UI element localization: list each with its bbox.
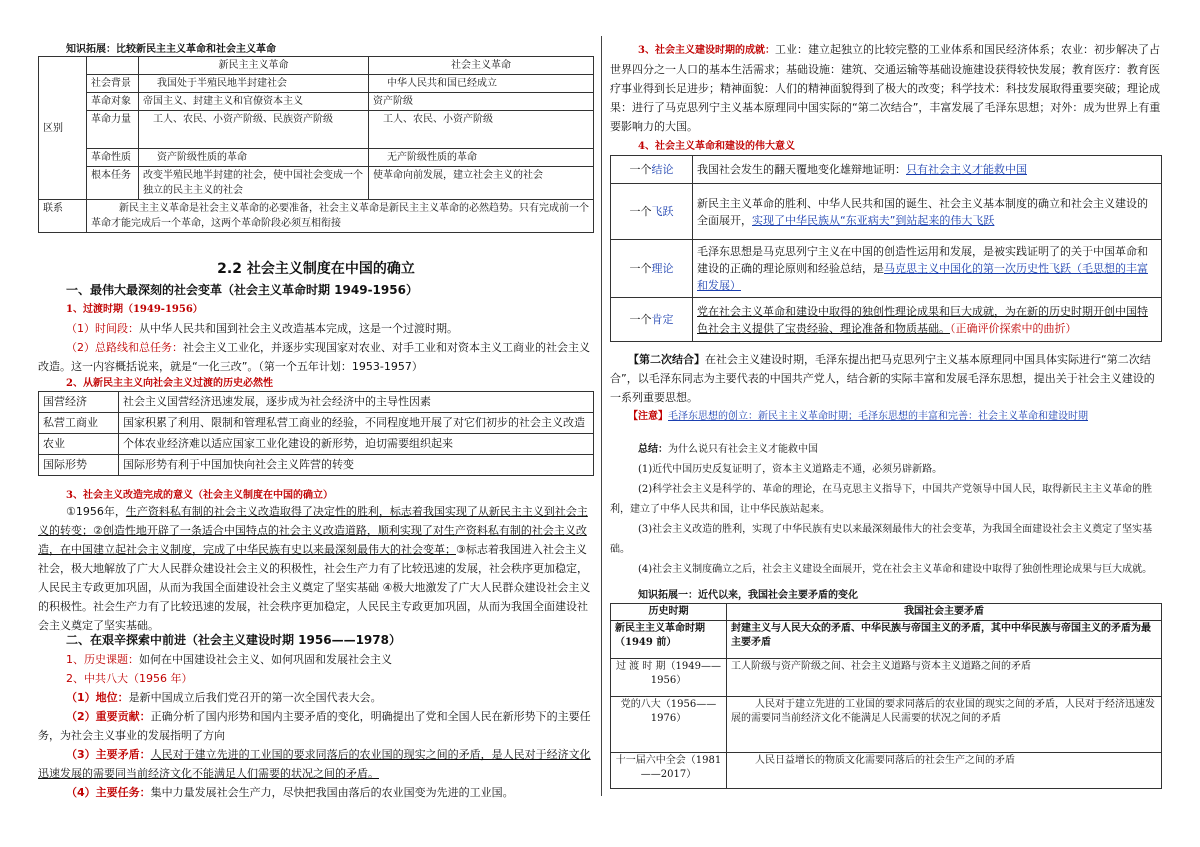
significance-paragraph xyxy=(38,502,594,635)
cell: 资产阶级性质的革命 xyxy=(139,149,369,167)
text: 毛泽东思想是马克思列宁主义在中国的创造性运用和发展，是被实践证明了的关于中国革命和建设的正确的理论原则和经验总结，是 xyxy=(697,245,1148,275)
cell: 人民日益增长的物质文化需要同落后的社会生产之间的矛盾 xyxy=(727,753,1162,789)
list-item: (2)科学社会主义是科学的、革命的理论，在马克思主义指导下，中国共产党领导中国人民，取得新民主主义革命的胜利，建立了中华人民共和国，让中华民族站起来。 xyxy=(610,484,1153,515)
text: 我国社会发生的翻天覆地变化雄辩地证明： xyxy=(697,163,906,176)
table-row xyxy=(39,149,594,167)
cell: 使革命向前发展，建立社会主义的社会 xyxy=(369,167,594,200)
label: 总结： xyxy=(638,444,668,455)
text: 如何在中国建设社会主义、如何巩固和发展社会主义 xyxy=(139,653,392,666)
second-combination-paragraph xyxy=(610,350,1162,426)
row-key: 过 渡 时 期（1949——1956） xyxy=(611,659,727,697)
row-key: 根本任务 xyxy=(87,167,139,200)
subheading-3: 3、社会主义改造完成的意义（社会主义制度在中国的确立） xyxy=(66,490,333,501)
row-key-accent: 肯定 xyxy=(651,313,674,326)
label: （4）主要任务： xyxy=(66,786,151,799)
cell: 人民对于建立先进的工业国的要求同落后的农业国的现实之间的矛盾，人民对于经济迅速发展的需要同当前经济文化不能满足人民需要的状况之间的矛盾 xyxy=(727,697,1162,753)
row-key: 一个 xyxy=(629,205,652,218)
row-key: 新民主主义革命时期（1949 前） xyxy=(611,621,727,659)
row-key: 十一届六中全会（1981——2017） xyxy=(611,753,727,789)
contradiction-table xyxy=(610,603,1162,789)
table-row xyxy=(611,697,1162,753)
label: （3）主要矛盾： xyxy=(66,748,151,761)
label: 1、历史课题： xyxy=(66,653,139,666)
table-row xyxy=(611,298,1162,342)
table-row xyxy=(611,184,1162,240)
subheading-2: 2、从新民主主义向社会主义过渡的历史必然性 xyxy=(66,378,273,389)
ext2-title: 知识拓展一：近代以来，我国社会主要矛盾的变化 xyxy=(638,590,858,601)
text: 从中华人民共和国到社会主义改造基本完成，这是一个过渡时期。 xyxy=(139,322,458,335)
heading-1: 一、最伟大最深刻的社会变革（社会主义革命时期 1949-1956） xyxy=(66,283,418,297)
table-row xyxy=(39,392,594,413)
cell: 中华人民共和国已经成立 xyxy=(369,75,594,93)
highlight: 马克思主义中国化的第一次历史性飞跃（毛思想的丰富和发展） xyxy=(697,262,1148,292)
text: 工业：建立起独立的比较完整的工业体系和国民经济体系；农业：初步解决了占世界四分之一人口的基本生活需求；基础设施：建筑、交通运输等基础设施建设获得较快发展；教育医疗：教育医疗事业得到长足进步；精神面貌：人们的精神面貌得到了极大的改变；科学技术：科技发展取得重要突破；理论成果：进行了马克思列宁主义基本原理同中国实际的“第二次结合”，丰富发展了毛泽东思想；对外：成为世界上有重要影响力的大国。 xyxy=(610,43,1161,133)
list-item: (3)社会主义改造的胜利，实现了中华民族有史以来最深刻最伟大的社会变革，为我国全面建设社会主义奠定了坚实基础。 xyxy=(610,524,1153,555)
col-header-shz: 社会主义革命 xyxy=(369,57,594,75)
table-row xyxy=(611,621,1162,659)
text: 在社会主义建设时期，毛泽东提出把马克思列宁主义基本原理同中国具体实际进行“第二次结合”，以毛泽东同志为主要代表的中国共产党人，结合新的实际丰富和发展毛泽东思想，提出关于社会主义建设的一系列重要思想。 xyxy=(610,353,1155,404)
cell: 无产阶级性质的革命 xyxy=(369,149,594,167)
cell: 工人阶级与资产阶级之间、社会主义道路与资本主义道路之间的矛盾 xyxy=(727,659,1162,697)
row-key-accent: 飞跃 xyxy=(651,205,674,218)
row-key: 私营工商业 xyxy=(39,413,119,434)
subheading: 2、中共八大（1956 年） xyxy=(66,672,193,685)
table-row xyxy=(611,753,1162,789)
table-row xyxy=(39,200,594,233)
text: ②创造性地开辟了一条适合中国特点的社会主义改造道路，顺利实现了对生产资料私有制的社会主义改造，在中国建立起社会主义制度，完成了中华民族有史以来最深刻最伟大的社会变革； xyxy=(38,524,587,556)
section-title: 2.2 社会主义制度在中国的确立 xyxy=(217,261,415,277)
cell: 工人、农民、小资产阶级 xyxy=(369,111,594,149)
row-key: 一个 xyxy=(629,262,652,275)
text: 是新中国成立后我们党召开的第一次全国代表大会。 xyxy=(128,691,382,704)
text: ①1956年， xyxy=(66,505,126,518)
table-row xyxy=(611,604,1162,621)
highlight: 实现了中华民族从“东亚病夫”到站起来的伟大飞跃 xyxy=(752,213,995,227)
label: 【注意】 xyxy=(628,411,668,422)
col-header: 历史时期 xyxy=(611,604,727,621)
cell: 社会主义国营经济迅速发展，逐步成为社会经济中的主导性因素 xyxy=(119,392,594,413)
ext-title: 知识拓展：比较新民主主义革命和社会主义革命 xyxy=(66,44,276,55)
text: 正确分析了国内形势和国内主要矛盾的变化，明确提出了党和全国人民在新形势下的主要任务，为社会主义事业的发展指明了方向 xyxy=(38,710,591,742)
row-key: 社会背景 xyxy=(87,75,139,93)
table-row xyxy=(39,434,594,455)
cell: 帝国主义、封建主义和官僚资本主义 xyxy=(139,93,369,111)
compare-table xyxy=(38,56,594,233)
row-key: 农业 xyxy=(39,434,119,455)
row-key: 党的八大（1956——1976） xyxy=(611,697,727,753)
row-key-accent: 理论 xyxy=(651,262,674,275)
row-key-accent: 结论 xyxy=(651,163,674,176)
label: （1）地位： xyxy=(66,691,129,704)
table-row xyxy=(39,57,594,75)
label: （2）重要贡献： xyxy=(66,710,151,723)
achievements-paragraph xyxy=(610,40,1162,136)
col-header-xmz: 新民主主义革命 xyxy=(139,57,369,75)
significance-table xyxy=(610,155,1162,342)
qubie-label: 区别 xyxy=(39,57,87,200)
text: ③标志着我国进入社会主义社会，极大地解放了广大人民群众建设社会主义的积极性，社会生产力有了比较迅速的发展，社会秩序更加稳定，人民民主专政更加巩固，从而为我国全面建设社会主义奠定了坚实基础 ④极大地激发了广大人民群众建设社会主义的积极性。社会生产力有了比较迅速的发展，社会秩序更加稳定，人民民主专政更加巩固，从而为我国全面建设社会主义奠定了坚实基础。 xyxy=(38,543,591,632)
cell: 国家积累了利用、限制和管理私营工商业的经验，不同程度地开展了对它们初步的社会主义改造 xyxy=(119,413,594,434)
row-key: 国营经济 xyxy=(39,392,119,413)
cell: 资产阶级 xyxy=(369,93,594,111)
row-key: 联系 xyxy=(39,200,87,233)
column-divider xyxy=(601,36,602,796)
cell: 工人、农民、小资产阶级、民族资产阶级 xyxy=(139,111,369,149)
label: （1）时间段： xyxy=(66,322,139,335)
cell: 新民主主义革命是社会主义革命的必要准备，社会主义革命是新民主主义革命的必然趋势。只有完成前一个革命才能完成后一个革命，这两个革命阶段必须互相衔接 xyxy=(87,200,594,233)
cell: 国际形势有利于中国加快向社会主义阵营的转变 xyxy=(119,455,594,476)
text: 党在社会主义革命和建设中取得的独创性理论成果和巨大成就，为在新的历史时期开创中国特色社会主义提供了宝贵经验、理论准备和物质基础。 xyxy=(697,304,1148,335)
row-key: 革命性质 xyxy=(87,149,139,167)
list-item: (4)社会主义制度确立之后，社会主义建设全面展开，党在社会主义革命和建设中取得了独创性理论成果与巨大成就。 xyxy=(638,564,1153,575)
necessity-table xyxy=(38,391,594,476)
table-row xyxy=(611,240,1162,298)
heading-2: 二、在艰辛探索中前进（社会主义建设时期 1956——1978） xyxy=(66,633,401,647)
col-header: 我国社会主要矛盾 xyxy=(727,604,1162,621)
row-key: 一个 xyxy=(629,313,652,326)
table-row xyxy=(39,111,594,149)
table-row xyxy=(39,167,594,200)
row-key: 革命力量 xyxy=(87,111,139,149)
row-key: 革命对象 xyxy=(87,93,139,111)
table-row xyxy=(611,156,1162,184)
text: 社会主义工业化，并逐步实现国家对农业、对手工业和对资本主义工商业的社会主义改造。这一内容概括说来，就是“一化三改”。（第一个五年计划：1953-1957） xyxy=(38,341,590,373)
label: （2）总路线和总任务： xyxy=(66,341,183,354)
label: 【第二次结合】 xyxy=(628,353,705,366)
label: 3、社会主义建设时期的成就： xyxy=(638,45,775,56)
highlight: 只有社会主义才能救中国 xyxy=(906,163,1027,176)
cell: 我国处于半殖民地半封建社会 xyxy=(139,75,369,93)
text: 集中力量发展社会生产力，尽快把我国由落后的农业国变为先进的工业国。 xyxy=(150,786,514,799)
row-key: 国际形势 xyxy=(39,455,119,476)
table-row xyxy=(39,93,594,111)
text: 毛泽东思想的创立：新民主主义革命时期；毛泽东思想的丰富和完善：社会主义革命和建设时期 xyxy=(668,411,1088,422)
subheading: 1、过渡时期（1949-1956） xyxy=(66,304,203,315)
table-row xyxy=(39,75,594,93)
part-two xyxy=(38,650,594,802)
text: 新民主主义革命的胜利、中华人民共和国的诞生、社会主义基本制度的确立和社会主义建设的全面展开， xyxy=(697,196,1148,227)
cell: 改变半殖民地半封建的社会，使中国社会变成一个独立的民主主义的社会 xyxy=(139,167,369,200)
cell: 封建主义与人民大众的矛盾、中华民族与帝国主义的矛盾，其中中华民族与帝国主义的矛盾为最主要矛盾 xyxy=(727,621,1162,659)
list-item: (1)近代中国历史反复证明了，资本主义道路走不通，必须另辟新路。 xyxy=(638,464,943,475)
text: 生产资料私有制的社会主义改造取得了决定性的胜利，标志着我国实现了从新民主主义到社会主义的转变； xyxy=(38,505,588,537)
text: 人民对于建立先进的工业国的要求同落后的农业国的现实之间的矛盾，是人民对于经济文化迅速发展的需要同当前经济文化不能满足人们需要的状况之间的矛盾。 xyxy=(38,748,591,780)
table-row xyxy=(39,455,594,476)
text: 为什么说只有社会主义才能救中国 xyxy=(668,444,818,455)
table-row xyxy=(39,413,594,434)
table-row xyxy=(611,659,1162,697)
highlight: （正确评价探索中的曲折） xyxy=(950,321,1077,335)
subheading-4: 4、社会主义革命和建设的伟大意义 xyxy=(638,141,795,152)
part-one xyxy=(38,300,594,376)
summary xyxy=(610,440,1162,580)
row-key: 一个 xyxy=(629,163,652,176)
cell: 个体农业经济难以适应国家工业化建设的新形势，迫切需要组织起来 xyxy=(119,434,594,455)
